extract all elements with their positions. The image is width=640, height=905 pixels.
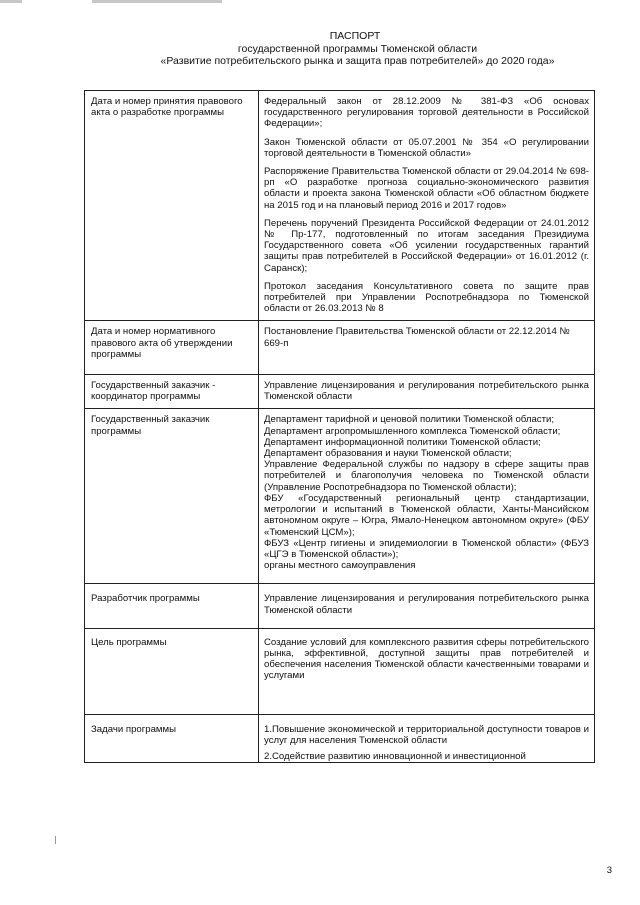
scan-artifact	[92, 0, 222, 3]
content-line: органы местного самоуправления	[264, 560, 416, 572]
table-row	[85, 409, 595, 584]
table-row	[85, 375, 595, 409]
content-paragraph: Создание условий для комплексного развития сферы потребительского рынка, эффективной, доступной защиты прав потребителей и обеспечения населения Тюменской области качественными товарами и услугами	[264, 636, 589, 682]
table-row	[85, 321, 595, 375]
passport-title: ПАСПОРТ	[329, 30, 381, 42]
row-label: Задачи программы	[85, 714, 259, 763]
content-paragraph: Перечень поручений Президента Российской Федерации от 24.01.2012 № Пр-177, подготовленный по итогам заседания Президиума Государственного совета «Об усилении государственных гарантий защиты прав потребителей в Российской Федерации» от 16.01.2012 (г. Саранск);	[264, 217, 589, 274]
row-content	[259, 321, 595, 375]
content-line: Департамент образования и науки Тюменской области;	[264, 448, 512, 460]
row-label: Разработчик программы	[85, 584, 259, 628]
table-row	[85, 584, 595, 628]
program-subtitle: государственной программы Тюменской области	[237, 42, 478, 55]
page-number: 3	[606, 865, 612, 876]
content-paragraph: Постановление Правительства Тюменской области от 22.12.2014 № 669-п	[264, 326, 570, 349]
row-content	[259, 584, 595, 628]
content-paragraph: Закон Тюменской области от 05.07.2001 № 354 «О регулировании торговой деятельности в Тюменской области»	[264, 136, 589, 159]
table-row	[85, 714, 595, 763]
table-row	[85, 628, 595, 714]
program-name: «Развитие потребительского рынка и защита прав потребителей» до 2020 года»	[160, 55, 555, 67]
passport-table	[84, 90, 595, 763]
scan-artifact	[0, 0, 22, 3]
row-content	[259, 375, 595, 409]
content-line: Департамент информационной политики Тюменской области;	[264, 436, 541, 448]
content-paragraph: 2.Содействие развитию инновационной и инвестиционной	[264, 750, 526, 762]
row-label: Дата и номер нормативного правового акта об утверждении программы	[85, 321, 259, 375]
row-content	[259, 91, 595, 321]
row-content	[259, 409, 595, 584]
content-paragraph: Управление лицензирования и регулирования потребительского рынка Тюменской области	[264, 380, 589, 403]
row-label: Цель программы	[85, 628, 259, 714]
margin-mark	[55, 836, 56, 844]
row-content	[259, 714, 595, 763]
content-line: ФБУЗ «Центр гигиены и эпидемиологии в Тюменской области» (ФБУЗ «ЦГЭ в Тюменской области»);	[264, 537, 589, 560]
row-label: Дата и номер принятия правового акта о разработке программы	[85, 91, 259, 321]
content-line: Управление Федеральной службы по надзору в сфере защиты прав потребителей и благополучия человека по Тюменской области (Управление Роспотребнадзора по Тюменской области);	[264, 459, 589, 493]
content-line: Департамент тарифной и ценовой политики Тюменской области;	[264, 414, 555, 426]
content-paragraph: Протокол заседания Консультативного совета по защите прав потребителей при Управлении Роспотребнадзора по Тюменской области от 26.03.2013 № 8	[264, 280, 589, 315]
content-line: Департамент агропромышленного комплекса Тюменской области;	[264, 425, 561, 437]
document-header	[0, 30, 640, 68]
content-paragraph: Распоряжение Правительства Тюменской области от 29.04.2014 № 698-рп «О разработке прогноза социально-экономического развития области и проекта закона Тюменской области «Об областном бюджете на 2015 год и на плановый период 2016 и 2017 годов»	[264, 166, 589, 211]
row-content	[259, 628, 595, 714]
content-paragraph: Федеральный закон от 28.12.2009 № 381-ФЗ «Об основах государственного регулирования торговой деятельности в Российской Федерации»;	[264, 96, 589, 130]
row-label: Государственный заказчик программы	[85, 409, 259, 584]
content-line: ФБУ «Государственный региональный центр стандартизации, метрологии и испытаний в Тюменской области, Ханты-Мансийском автономном округе – Югра, Ямало-Ненецком автономном округе» (ФБУ «Тюменский ЦСМ»);	[264, 492, 589, 538]
content-paragraph: Управление лицензирования и регулирования потребительского рынка Тюменской области	[264, 593, 589, 616]
content-paragraph: 1.Повышение экономической и территориальной доступности товаров и услуг для населения Тюменской области	[264, 723, 589, 746]
row-label: Государственный заказчик - координатор программы	[85, 375, 259, 409]
table-row	[85, 91, 595, 321]
